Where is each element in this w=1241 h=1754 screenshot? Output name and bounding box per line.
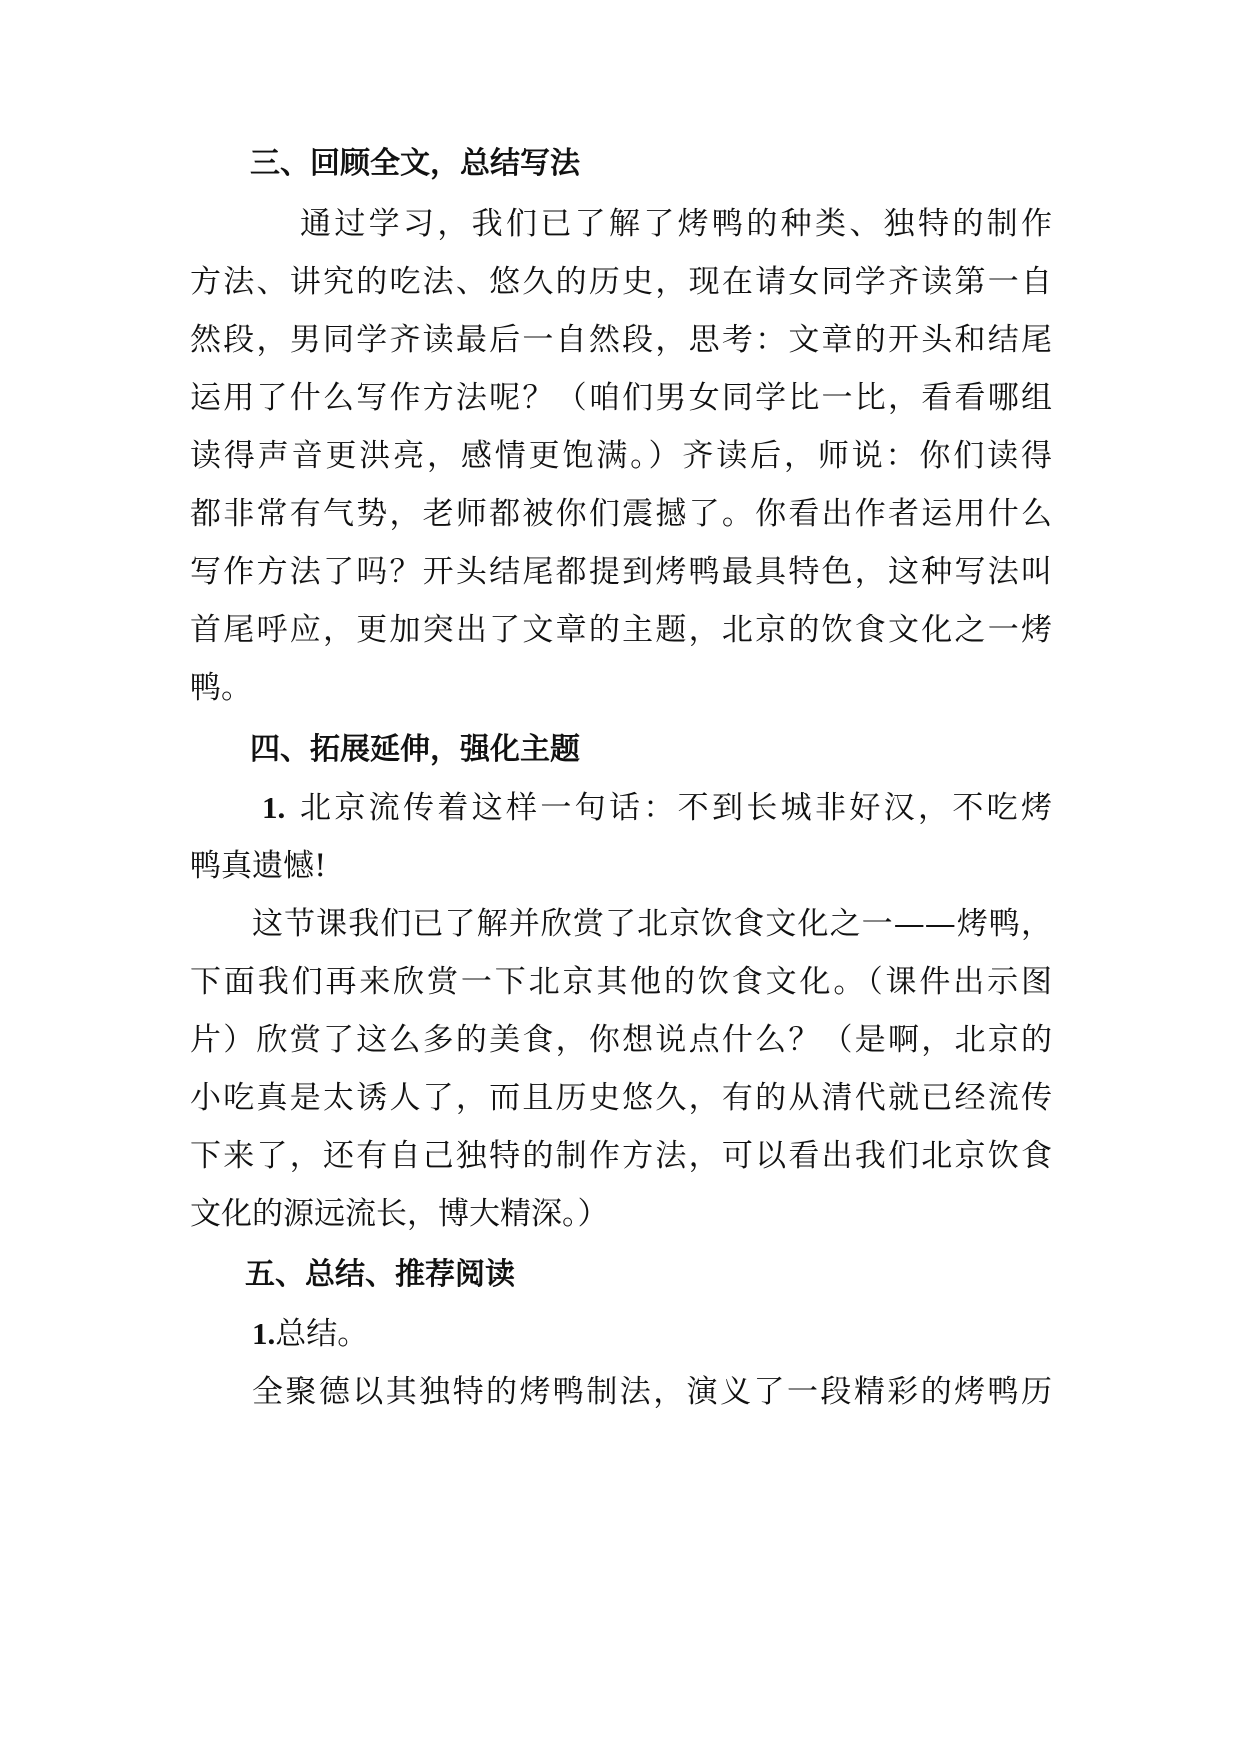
paragraph-line: 写作方法了吗？开头结尾都提到烤鸭最具特色，这种写法叫 [190, 554, 1052, 590]
paragraph-line: 首尾呼应，更加突出了文章的主题，北京的饮食文化之一烤 [190, 612, 1052, 648]
section-heading-5: 五、总结、推荐阅读 [245, 1257, 515, 1292]
paragraph-line: 这节课我们已了解并欣赏了北京饮食文化之一——烤鸭， [252, 906, 1052, 942]
section-heading-4: 四、拓展延伸，强化主题 [250, 732, 580, 767]
paragraph-line: 运用了什么写作方法呢？（咱们男女同学比一比，看看哪组 [190, 380, 1052, 416]
section-heading-3: 三、回顾全文，总结写法 [250, 146, 580, 181]
paragraph-line: 方法、讲究的吃法、悠久的历史，现在请女同学齐读第一自 [190, 264, 1052, 300]
list-number [262, 778, 292, 838]
paragraph-line: 都非常有气势，老师都被你们震撼了。你看出作者运用什么 [190, 496, 1052, 532]
paragraph-line: 读得声音更洪亮，感情更饱满。）齐读后，师说：你们读得 [190, 438, 1052, 474]
list-item-line: 北京流传着这样一句话：不到长城非好汉，不吃烤 [300, 790, 1052, 826]
list-item-text: 总结。 [275, 1316, 369, 1352]
paragraph-line: 然段，男同学齐读最后一自然段，思考：文章的开头和结尾 [190, 322, 1052, 358]
list-item-line: 鸭真遗憾! [190, 848, 327, 884]
paragraph-line: 鸭。 [190, 670, 252, 706]
list-number-text: 1. [262, 790, 286, 825]
paragraph-line: 通过学习，我们已了解了烤鸭的种类、独特的制作 [300, 206, 1052, 242]
paragraph-line: 全聚德以其独特的烤鸭制法，演义了一段精彩的烤鸭历 [252, 1374, 1052, 1410]
list-number-text: 1. [252, 1316, 276, 1351]
paragraph-line: 片）欣赏了这么多的美食，你想说点什么？（是啊，北京的 [190, 1022, 1052, 1058]
paragraph-line: 下面我们再来欣赏一下北京其他的饮食文化。（课件出示图 [190, 964, 1052, 1000]
paragraph-line: 小吃真是太诱人了，而且历史悠久，有的从清代就已经流传 [190, 1080, 1052, 1116]
paragraph-line: 下来了，还有自己独特的制作方法，可以看出我们北京饮食 [190, 1138, 1052, 1174]
list-item-line [252, 1304, 652, 1364]
paragraph-line: 文化的源远流长，博大精深。） [190, 1196, 609, 1232]
